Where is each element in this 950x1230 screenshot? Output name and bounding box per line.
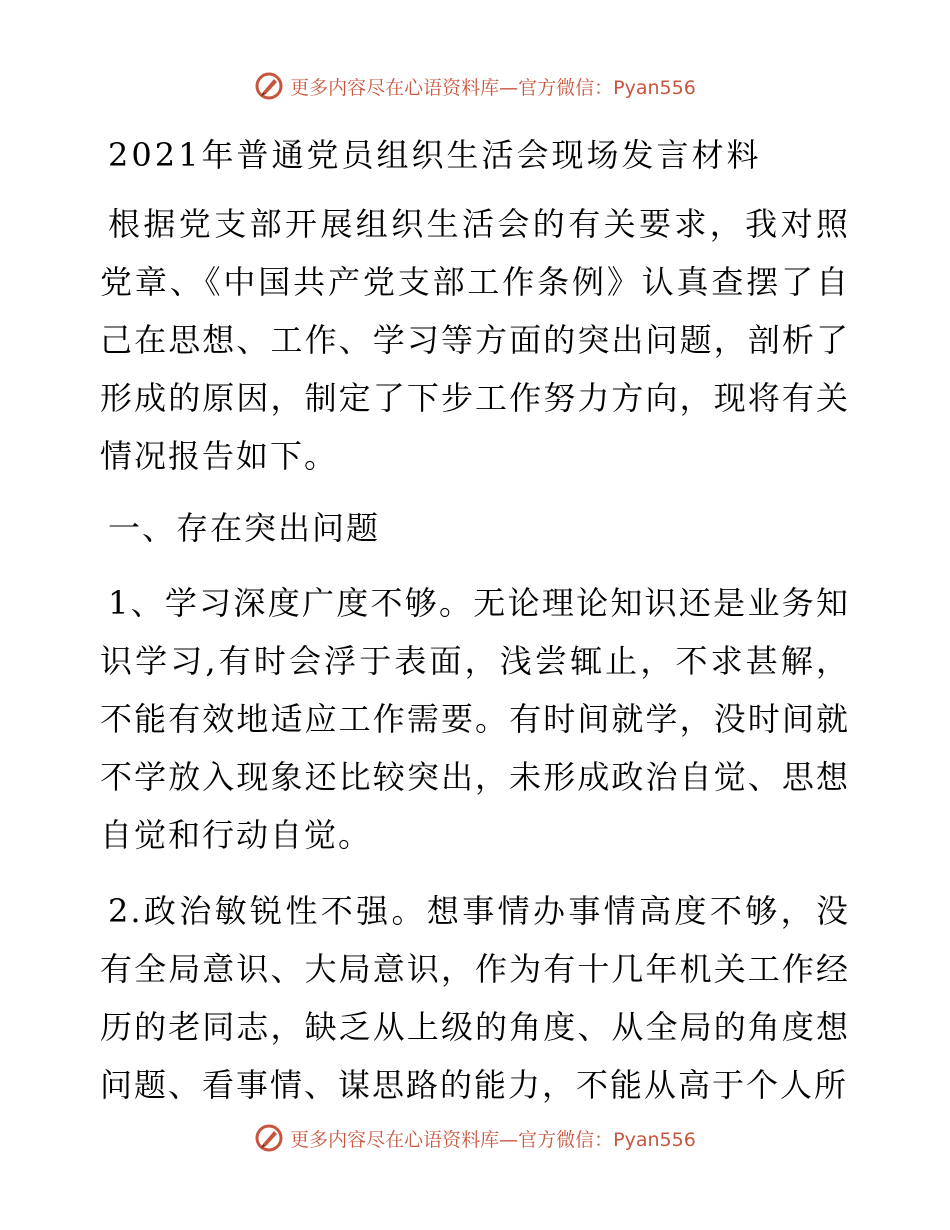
footer-watermark [0,1123,950,1153]
document-title: 2021年普通党员组织生活会现场发言材料 [108,136,762,174]
pen-logo-icon [254,71,284,101]
pen-logo-icon [254,1123,284,1153]
intro-paragraph: 根据党支部开展组织生活会的有关要求，我对照党章、《中国共产党支部工作条例》认真查摆了自己在思想、工作、学习等方面的突出问题，剖析了形成的原因，制定了下步工作努力方向，现将有关情况报告如下。 [100,205,850,475]
item-1-paragraph: 1、学习深度广度不够。无论理论知识还是业务知识学习,有时会浮于表面，浅尝辄止，不求甚解，不能有效地适应工作需要。有时间就学，没时间就不学放入现象还比较突出，未形成政治自觉、思想自觉和行动自觉。 [100,584,850,854]
section-heading-problems: 一、存在突出问题 [108,509,381,547]
watermark-text: 更多内容尽在心语资料库—官方微信：Pyan556 [290,76,696,99]
header-watermark [0,71,950,101]
watermark-text: 更多内容尽在心语资料库—官方微信：Pyan556 [290,1128,696,1151]
item-2-paragraph: 2.政治敏锐性不强。想事情办事情高度不够，没有全局意识、大局意识，作为有十几年机关工作经历的老同志，缺乏从上级的角度、从全局的角度想问题、看事情、谋思路的能力，不能从高于个人所 [100,892,850,1104]
